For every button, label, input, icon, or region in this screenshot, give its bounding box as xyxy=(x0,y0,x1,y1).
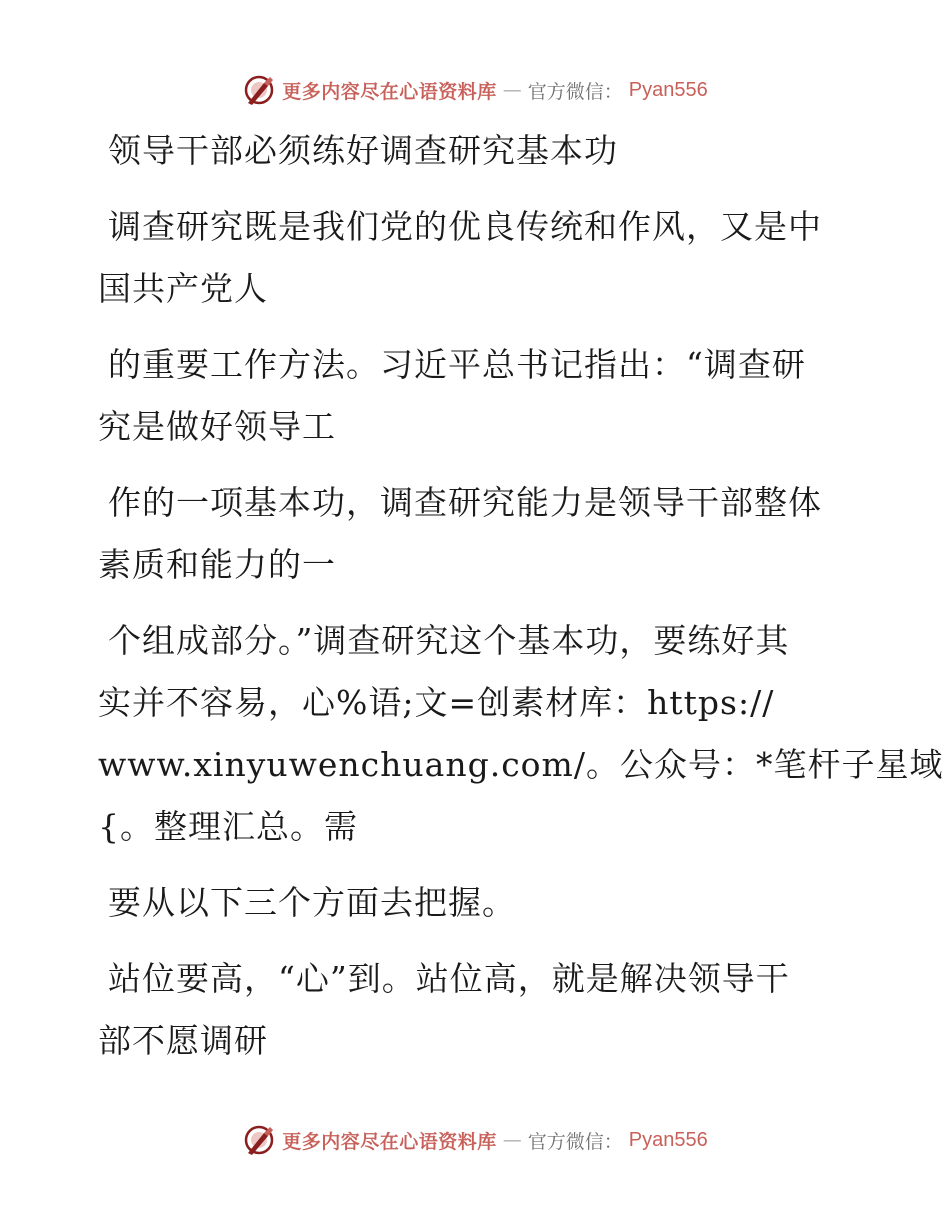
header-wechat-id: Pyan556 xyxy=(628,78,708,101)
text-line: 站位要高，“心”到。站位高，就是解决领导干 xyxy=(108,959,790,998)
footer-official-text: 官方微信： xyxy=(527,1130,623,1153)
text-line: 调查研究既是我们党的优良传统和作风，又是中 xyxy=(108,207,822,246)
text-line: www.xinyuwenchuang.com/。公众号：*笔杆子星域 xyxy=(98,745,944,784)
header-brand-text: 更多内容尽在心语资料库 xyxy=(282,80,497,103)
document-title: 领导干部必须练好调查研究基本功 xyxy=(108,131,618,170)
pen-logo-icon xyxy=(242,73,276,107)
text-line: 作的一项基本功，调查研究能力是领导干部整体 xyxy=(108,483,822,522)
text-line: 实并不容易，心%语;文=创素材库：https:// xyxy=(98,683,775,722)
paragraph xyxy=(98,610,944,858)
footer-brand-text: 更多内容尽在心语资料库 xyxy=(282,1130,497,1153)
text-line: {。整理汇总。需 xyxy=(98,807,358,846)
document-body xyxy=(98,120,944,1072)
footer-wechat-id: Pyan556 xyxy=(628,1128,708,1151)
paragraph xyxy=(98,872,858,934)
text-line: 素质和能力的一 xyxy=(98,545,336,584)
footer-separator: — xyxy=(502,1129,522,1151)
paragraph xyxy=(98,334,858,458)
text-line: 个组成部分。”调查研究这个基本功，要练好其 xyxy=(108,621,790,660)
header-banner xyxy=(0,70,950,110)
footer-banner xyxy=(0,1120,950,1160)
text-line: 的重要工作方法。习近平总书记指出：“调查研 xyxy=(108,345,806,384)
text-line: 部不愿调研 xyxy=(98,1021,268,1060)
paragraph xyxy=(98,196,858,320)
pen-logo-icon xyxy=(242,1123,276,1157)
header-separator: — xyxy=(502,79,522,101)
header-official-text: 官方微信： xyxy=(527,80,623,103)
paragraph xyxy=(98,948,858,1072)
paragraph xyxy=(98,472,858,596)
text-line: 究是做好领导工 xyxy=(98,407,336,446)
text-line: 国共产党人 xyxy=(98,269,268,308)
text-line: 要从以下三个方面去把握。 xyxy=(108,883,516,922)
